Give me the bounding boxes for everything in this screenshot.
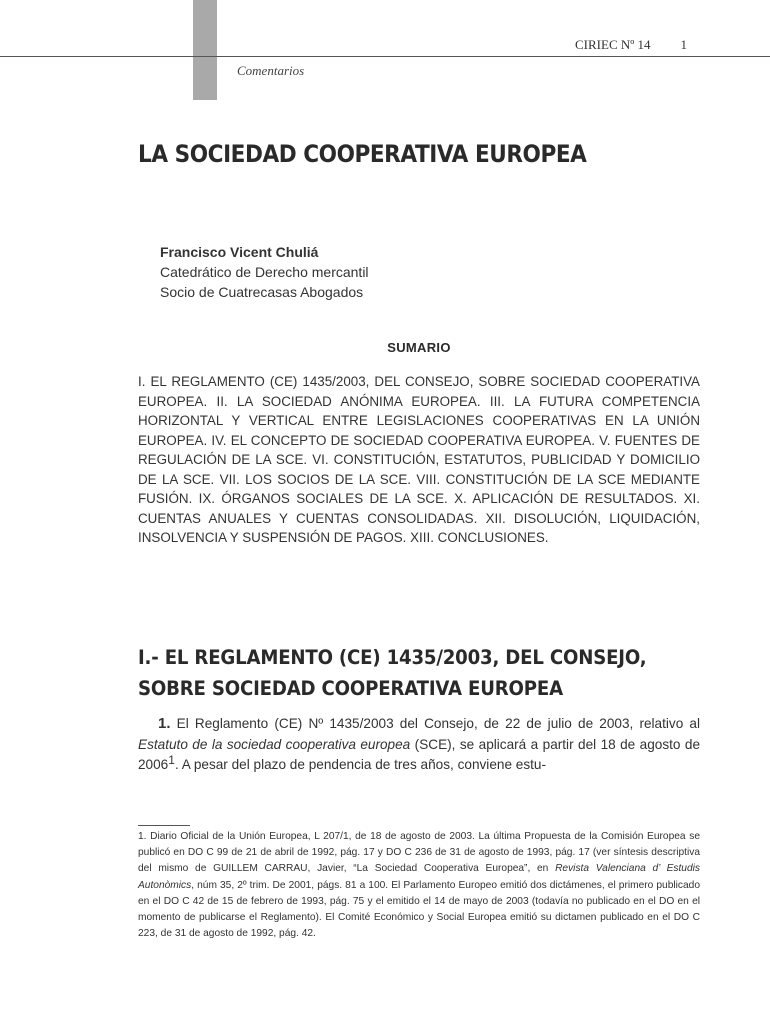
paragraph-text-2: (SCE), se aplicará a partir del 18 de agosto de 2006 [138, 736, 701, 772]
footnote [138, 829, 700, 942]
footnote-italic: Revista Valenciana d’ Estudis Autonòmics [138, 863, 700, 891]
author-affiliation: Socio de Cuatrecasas Abogados [160, 284, 364, 300]
article-title: LA SOCIEDAD COOPERATIVA EUROPEA [138, 140, 587, 168]
body-paragraph [138, 714, 700, 776]
footnote-text-1: 1. Diario Oficial de la Unión Europea, L 207/1, de 18 de agosto de 2003. La última Propuesta de la Comisión Europea se publicó en DO C 99 de 21 de abril de 1992, pág. 17 y DO C 236 de 31 de agosto de 1993, pág. 17 (ver síntesis descriptiva del mismo de GUILLEM CARRAU, Javier, “La Sociedad Cooperativa Europea”, en [138, 831, 700, 875]
author-name: Francisco Vicent Chuliá [160, 244, 319, 260]
footnote-text-2: , núm 35, 2º trim. De 2001, págs. 81 a 100. El Parlamento Europeo emitió dos dictámenes, el primero publicado en el DO C 42 de 15 de febrero de 1993, pág. 75 y el emitido el 14 de mayo de 2003 (todavía no publicado en el DO en el momento de publicarse el Reglamento). El Comité Económico y Social Europea emitió su dictamen publicado en el DO C 223, de 31 de agosto de 1992, pág. 42. [138, 879, 700, 940]
footnote-rule [138, 825, 190, 826]
paragraph-italic: Estatuto de la sociedad cooperativa europea [138, 736, 411, 752]
paragraph-number: 1. [158, 715, 171, 732]
margin-gray-bar [193, 0, 217, 100]
sumario-text: I. EL REGLAMENTO (CE) 1435/2003, DEL CONSEJO, SOBRE SOCIEDAD COOPERATIVA EUROPEA. II. LA SOCIEDAD ANÓNIMA EUROPEA. III. LA FUTURA COMPETENCIA HORIZONTAL Y VERTICAL ENTRE LEGISLACIONES COOPERATIVAS EN LA UNIÓN EUROPEA. IV. EL CONCEPTO DE SOCIEDAD COOPERATIVA EUROPEA. V. FUENTES DE REGULACIÓN DE LA SCE. VI. CONSTITUCIÓN, ESTATUTOS, PUBLICIDAD Y DOMICILIO DE LA SCE. VII. LOS SOCIOS DE LA SCE. VIII. CONSTITUCIÓN DE LA SCE MEDIANTE FUSIÓN. IX. ÓRGANOS SOCIALES DE LA SCE. X. APLICACIÓN DE RESULTADOS. XI. CUENTAS ANUALES Y CUENTAS CONSOLIDADAS. XII. DISOLUCIÓN, LIQUIDACIÓN, INSOLVENCIA Y SUSPENSIÓN DE PAGOS. XIII. CONCLUSIONES. [138, 374, 700, 545]
section-tag: Comentarios [237, 63, 305, 78]
sumario-heading: SUMARIO [387, 340, 451, 355]
running-head [575, 37, 687, 53]
author-block [160, 242, 369, 302]
journal-label: CIRIEC Nº 14 [575, 37, 651, 52]
header-rule [0, 56, 770, 57]
paragraph-text-3: . A pesar del plazo de pendencia de tres años, conviene estu- [174, 757, 546, 772]
footnote-reference[interactable]: 1 [168, 753, 175, 767]
section-heading: I.- EL REGLAMENTO (CE) 1435/2003, DEL CONSEJO, SOBRE SOCIEDAD COOPERATIVA EUROPEA [138, 646, 647, 700]
page-number: 1 [680, 37, 688, 52]
paragraph-text-1: El Reglamento (CE) Nº 1435/2003 del Consejo, de 22 de julio de 2003, relativo al [170, 716, 700, 731]
author-position: Catedrático de Derecho mercantil [160, 264, 369, 280]
